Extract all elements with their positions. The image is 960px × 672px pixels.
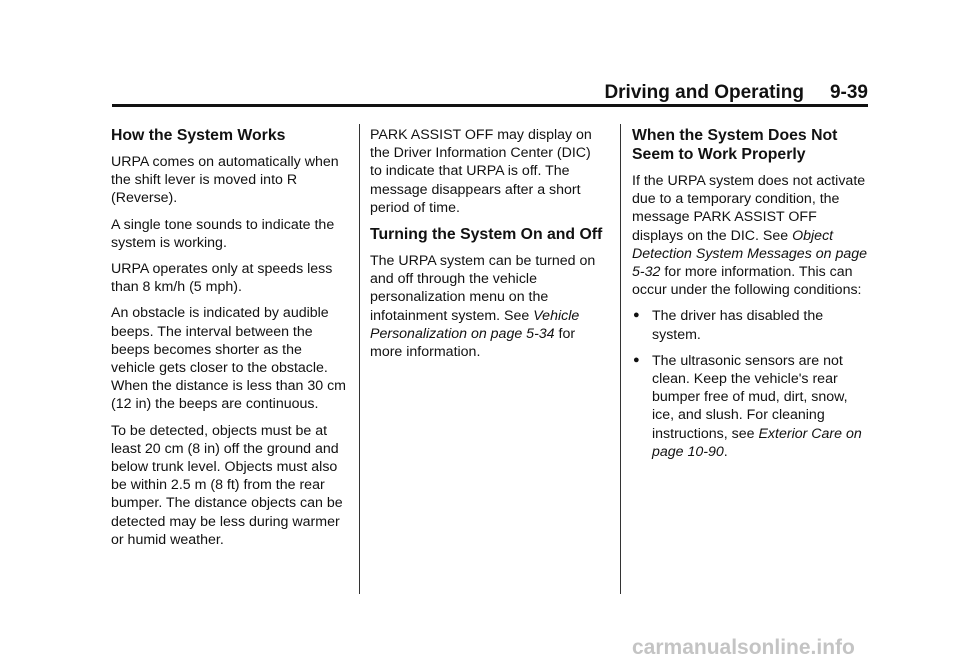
cross-reference-link[interactable]: Vehicle Personalization on page 5-34 xyxy=(370,307,580,342)
running-header xyxy=(604,82,868,104)
watermark: carmanualsonline.info xyxy=(632,636,855,659)
list-item xyxy=(632,352,868,461)
paragraph-text: for more information. xyxy=(370,325,576,361)
list-item-text: . xyxy=(723,443,728,460)
paragraph-text: The URPA system can be turned on and off through the vehicle personalization menu on the infotainment system. See xyxy=(370,253,596,324)
bullet-icon: ● xyxy=(633,353,640,366)
cross-reference-link[interactable]: Exterior Care on page 10-90 xyxy=(652,425,862,460)
column-2 xyxy=(370,126,606,369)
section-title: Driving and Operating xyxy=(604,82,804,103)
paragraph xyxy=(370,252,606,361)
paragraph: A single tone sounds to indicate the system is working. xyxy=(111,216,335,251)
paragraph: An obstacle is indicated by audible beeps. The interval between the beeps becomes shorter as the vehicle gets closer to the obstacle. When the distance is less than 30 cm (12 in) the beeps are continuous. xyxy=(111,305,347,413)
page-number: 9-39 xyxy=(829,82,868,103)
list-item-text: The ultrasonic sensors are not clean. Keep the vehicle's rear bumper free of mud, dirt, snow, ice, and slush. For cleaning instructions, see xyxy=(652,352,848,442)
paragraph: URPA comes on automatically when the shift lever is moved into R (Reverse). xyxy=(111,154,339,207)
paragraph-text: If the URPA system does not activate due to a temporary condition, the message PARK ASSIST OFF displays on the DIC. See xyxy=(632,173,866,244)
conditions-list xyxy=(632,307,868,461)
column-1 xyxy=(111,126,347,557)
paragraph: URPA operates only at speeds less than 8 km/h (5 mph). xyxy=(111,261,333,296)
bullet-icon: ● xyxy=(633,309,640,322)
column-divider-1 xyxy=(359,124,360,594)
heading-how-system-works: How the System Works xyxy=(111,127,286,144)
list-item-text: The driver has disabled the system. xyxy=(652,308,824,343)
paragraph xyxy=(632,172,868,299)
heading-not-working: When the System Does Not Seem to Work Properly xyxy=(632,127,838,163)
column-divider-2 xyxy=(620,124,621,594)
list-item xyxy=(632,307,868,343)
paragraph: PARK ASSIST OFF may display on the Driver Information Center (DIC) to indicate that URPA is off. The message disappears after a short period of time. xyxy=(370,127,592,216)
heading-turning-on-off: Turning the System On and Off xyxy=(370,226,603,244)
cross-reference-link[interactable]: Object Detection System Messages on page 5-32 xyxy=(632,227,868,281)
page-header xyxy=(112,80,868,106)
header-rule xyxy=(112,104,868,107)
paragraph-text: for more information. This can occur under the following conditions: xyxy=(632,264,862,299)
paragraph: To be detected, objects must be at least 20 cm (8 in) off the ground and below trunk level. Objects must also be within 2.5 m (8 ft) from the rear bumper. The distance objects can be detected may be less during warmer or humid weather. xyxy=(111,422,343,548)
column-3 xyxy=(632,126,868,469)
